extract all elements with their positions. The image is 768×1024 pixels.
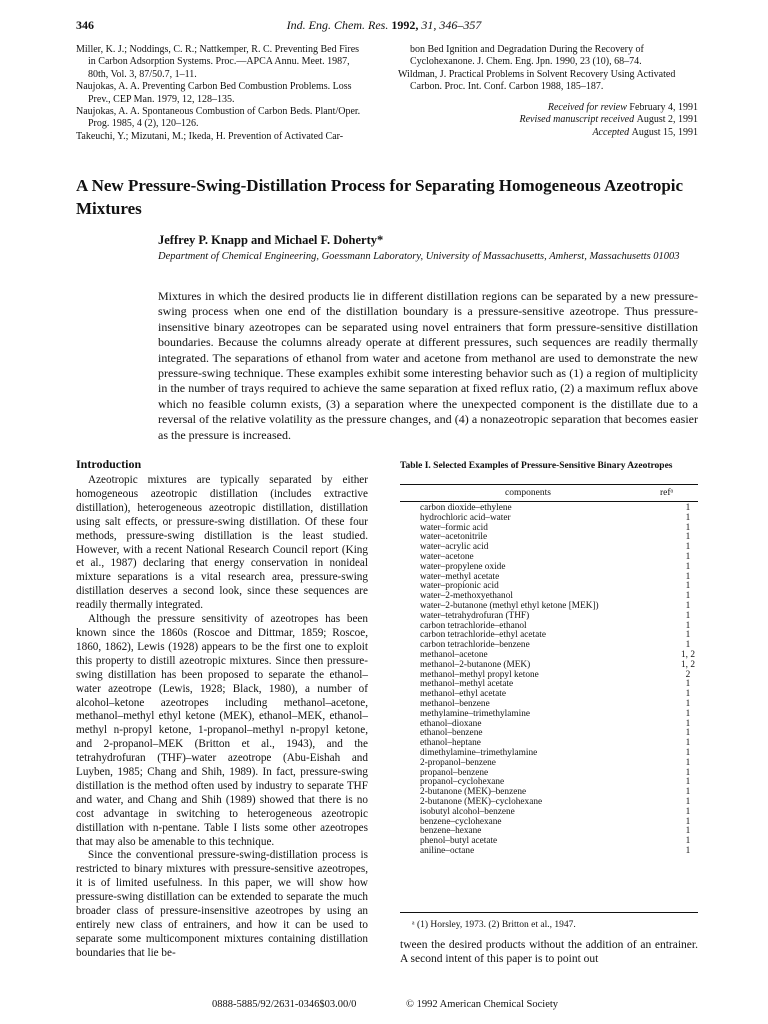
table-cell-ref: 1 bbox=[685, 689, 691, 700]
table-cell-ref: 1 bbox=[685, 836, 691, 847]
revised-date: August 2, 1991 bbox=[636, 114, 698, 126]
table-caption: Table I. Selected Examples of Pressure-Sensitive Binary Azeotropes bbox=[400, 461, 673, 471]
table-header-components: components bbox=[505, 488, 551, 498]
received-dates bbox=[398, 102, 698, 139]
table-cell-components: methanol–methyl acetate bbox=[420, 679, 514, 690]
table-cell-ref: 1 bbox=[685, 747, 691, 758]
table-cell-ref: 1 bbox=[685, 708, 691, 719]
table-cell-ref: 1 bbox=[685, 571, 691, 582]
table-body bbox=[420, 504, 698, 857]
reference-entry: Naujokas, A. A. Preventing Carbon Bed Combustion Problems. Loss Prev., CEP Man. 1979, 12, 128–135. bbox=[76, 81, 352, 105]
table-cell-components: water–propylene oxide bbox=[420, 561, 506, 572]
table-cell-ref: 1 bbox=[685, 718, 691, 729]
table-cell-components: water–formic acid bbox=[420, 522, 488, 533]
article-title: A New Pressure-Swing-Distillation Process for Separating Homogeneous Azeotropic Mixtures bbox=[76, 176, 684, 218]
body-paragraph: Since the conventional pressure-swing-distillation process is restricted to binary mixtures with pressure-sensitive azeotropes, it is of limited usefulness. In this paper, we will show how pressure-swing distillation can be extended to separate the much broader class of pressure-insensitive azeotropes by using an entirely new class of entrainers, and how it can be used to separate some multicomponent mixtures containing distillation boundaries that lie be- bbox=[76, 849, 368, 959]
copyright-notice: © 1992 American Chemical Society bbox=[406, 999, 559, 1010]
table-cell-components: methanol–methyl propyl ketone bbox=[420, 669, 539, 680]
table-cell-components: dimethylamine–trimethylamine bbox=[420, 747, 538, 758]
article-authors: Jeffrey P. Knapp and Michael F. Doherty* bbox=[158, 233, 384, 247]
table-cell-components: water–acetone bbox=[420, 551, 474, 562]
table-cell-components: water–acrylic acid bbox=[420, 542, 489, 553]
table-cell-ref: 1 bbox=[685, 679, 691, 690]
references-left bbox=[76, 44, 368, 143]
table-cell-components: benzene–cyclohexane bbox=[420, 816, 502, 827]
author-affiliation: Department of Chemical Engineering, Goessmann Laboratory, University of Massachusetts, Amherst, Massachusetts 01003 bbox=[158, 251, 680, 262]
introduction-body bbox=[76, 474, 368, 961]
table-cell-components: carbon tetrachloride–benzene bbox=[420, 640, 530, 651]
right-column-body: tween the desired products without the addition of an entrainer. A second intent of this paper is to point out bbox=[400, 939, 698, 965]
table-cell-ref: 1, 2 bbox=[681, 649, 695, 660]
table-cell-components: ethanol–heptane bbox=[420, 738, 481, 749]
table-cell-ref: 1 bbox=[685, 620, 691, 631]
table-cell-ref: 1 bbox=[685, 542, 691, 553]
table-cell-components: carbon tetrachloride–ethyl acetate bbox=[420, 630, 546, 641]
abstract: Mixtures in which the desired products lie in different distillation regions can be separated by a new pressure-swing process when one end of the distillation boundary is a pressure-sensitive azeotrope. Thus pressure-insensitive binary azeotropes can be separated using novel entrainers that form pressure-sensitive distillation boundaries. Because the columns already operate at different pressures, such sequences are readily thermally integrated. The separations of ethanol from water and acetone from methanol are used to demonstrate the new pressure-swing technique. These examples exhibit some interesting behavior such as (1) a region of multiplicity in the number of trays required to achieve the same separation at fixed reflux ratio, (2) a maximum reflux above which no feasible column exists, (3) a separation where the unexpected component is the distillate due to a reversal of the relative volatility as the pressure changes, and (4) a nonazeotropic separation that becomes easier as the pressure is increased. bbox=[158, 289, 698, 442]
table-cell-components: propanol–cyclohexane bbox=[420, 777, 505, 788]
table-cell-components: water–methyl acetate bbox=[420, 571, 500, 582]
accepted-line bbox=[398, 127, 698, 139]
table-cell-components: water–acetonitrile bbox=[420, 532, 488, 543]
table-cell-ref: 1 bbox=[685, 806, 691, 817]
table-footnote: ᵃ (1) Horsley, 1973. (2) Britton et al., 1947. bbox=[412, 920, 576, 930]
table-cell-components: water–tetrahydrofuran (THF) bbox=[420, 610, 530, 621]
table-cell-ref: 1 bbox=[685, 787, 691, 798]
table-cell-ref: 1 bbox=[685, 640, 691, 651]
revised-line bbox=[398, 114, 698, 126]
table-cell-components: aniline–octane bbox=[420, 845, 475, 856]
reference-entry: bon Bed Ignition and Degradation During the Recovery of Cyclohexanone. J. Chem. Eng. Jpn. 1990, 23 (10), 68–74. bbox=[410, 44, 644, 68]
table-cell-ref: 1 bbox=[685, 630, 691, 641]
journal-year: 1992, bbox=[391, 18, 419, 32]
table-cell-ref: 1, 2 bbox=[681, 659, 695, 670]
table-cell-ref: 1 bbox=[685, 600, 691, 611]
table-cell-components: hydrochloric acid–water bbox=[420, 512, 511, 523]
table-cell-components: isobutyl alcohol–benzene bbox=[420, 806, 515, 817]
section-heading-introduction: Introduction bbox=[76, 457, 142, 471]
reference-entry: Miller, K. J.; Noddings, C. R.; Nattkemper, R. C. Preventing Bed Fires in Carbon Adsorption Systems. Proc.—APCA Annu. Meet. 1987, 80th, Vol. 3, 87/50.7, 1–11. bbox=[76, 44, 360, 80]
table-cell-components: 2-butanone (MEK)–cyclohexane bbox=[420, 796, 543, 807]
table-cell-ref: 1 bbox=[685, 503, 691, 513]
table-cell-components: methanol–ethyl acetate bbox=[420, 689, 506, 700]
table-cell-components: 2-butanone (MEK)–benzene bbox=[420, 787, 527, 798]
table-cell-components: methanol–acetone bbox=[420, 649, 488, 660]
table-cell-components: 2-propanol–benzene bbox=[420, 757, 496, 768]
table-cell-components: propanol–benzene bbox=[420, 767, 489, 778]
table-cell-ref: 1 bbox=[685, 826, 691, 837]
received-line bbox=[398, 102, 698, 114]
table-cell-ref: 1 bbox=[685, 561, 691, 572]
table-cell-ref: 1 bbox=[685, 512, 691, 523]
table-cell-components: water–2-butanone (methyl ethyl ketone [MEK]) bbox=[420, 600, 599, 611]
table-cell-ref: 1 bbox=[685, 738, 691, 749]
table-cell-ref: 1 bbox=[685, 551, 691, 562]
table-cell-components: methylamine–trimethylamine bbox=[420, 708, 530, 719]
page-number: 346 bbox=[76, 18, 94, 32]
table-cell-ref: 1 bbox=[685, 532, 691, 543]
accepted-date: August 15, 1991 bbox=[631, 126, 698, 138]
table-header-ref: refᵃ bbox=[660, 488, 674, 498]
table-cell-components: phenol–butyl acetate bbox=[420, 836, 498, 847]
table-cell-ref: 1 bbox=[685, 757, 691, 768]
references-right bbox=[398, 44, 698, 94]
reference-entry: Wildman, J. Practical Problems in Solvent Recovery Using Activated Carbon. Proc. Int. Conf. Carbon 1988, 185–187. bbox=[398, 68, 676, 93]
table-cell-components: water–propionic acid bbox=[420, 581, 499, 592]
table-cell-ref: 1 bbox=[685, 581, 691, 592]
accepted-label: Accepted bbox=[592, 126, 630, 138]
table-cell-ref: 1 bbox=[685, 728, 691, 739]
body-paragraph: Azeotropic mixtures are typically separated by either homogeneous azeotropic distillation (includes extractive distillation), heterogeneous azeotropic distillation, distillation using salt effects, or pressure-swing distillation. Of these four methods, pressure-swing distillation is the least studied. However, with a recent National Research Council report (King et al., 1987) declaring that energy conservation in nonideal mixture separations is a vital research area, pressure-swing distillation deserves a second look, since these sequences are readily thermally integrated. bbox=[76, 474, 368, 612]
table-cell-components: methanol–benzene bbox=[420, 698, 490, 709]
reference-entry: Naujokas, A. A. Spontaneous Combustion of Carbon Beds. Plant/Oper. Prog. 1985, 4 (2), 120–126. bbox=[76, 106, 361, 130]
table-cell-components: carbon tetrachloride–ethanol bbox=[420, 620, 527, 631]
table-cell-ref: 1 bbox=[685, 698, 691, 709]
table-header-rule bbox=[400, 501, 698, 502]
table-cell-ref: 1 bbox=[685, 767, 691, 778]
journal-header bbox=[0, 18, 768, 33]
received-label: Received for review bbox=[547, 102, 627, 113]
table-cell-components: benzene–hexane bbox=[420, 826, 482, 837]
table-top-rule bbox=[400, 484, 698, 485]
table-cell-ref: 1 bbox=[685, 845, 691, 856]
journal-volume-pages: 31, 346–357 bbox=[421, 18, 482, 32]
received-date: February 4, 1991 bbox=[629, 102, 698, 113]
table-cell-components: ethanol–benzene bbox=[420, 728, 483, 739]
table-cell-ref: 1 bbox=[685, 816, 691, 827]
table-cell-components: methanol–2-butanone (MEK) bbox=[420, 659, 531, 670]
journal-name: Ind. Eng. Chem. Res. bbox=[286, 18, 389, 32]
table-cell-ref: 1 bbox=[685, 591, 691, 602]
revised-label: Revised manuscript received bbox=[519, 114, 635, 126]
table-cell-ref: 1 bbox=[685, 777, 691, 788]
table-cell-ref: 1 bbox=[685, 522, 691, 533]
table-cell-components: carbon dioxide–ethylene bbox=[420, 503, 512, 513]
table-cell-ref: 1 bbox=[685, 610, 691, 621]
body-paragraph: Although the pressure sensitivity of azeotropes has been known since the 1860s (Roscoe and Dittmar, 1859; Roscoe, 1860, 1862), Lewis (1928) appears to be the first one to exploit this property to distill azeotropic mixtures. Since then pressure-swing distillation has been proposed to separate the ethanol–water azeotrope (Lewis, 1928; Black, 1980), a number of alcohol–ketone azeotropes including methanol–acetone, methanol–methyl ethyl ketone (MEK), ethanol–MEK, ethanol–methyl n-propyl ketone, 1-propanol–methyl n-propyl ketone, and 2-propanol–MEK (Britton et al., 1943), and the tetrahydrofuran (THF)–water azeotrope (Abu-Eishah and Luyben, 1985; Chang and Shih, 1989). In fact, pressure-swing distillation is the method often used by industry to separate THF and water, and Chang and Shih (1989) showed that there is no cost advantage in switching to heterogeneous azeotropic distillation with n-pentane. Table I lists some other azeotropes that may also be amenable to this technique. bbox=[76, 613, 368, 848]
table-bottom-rule bbox=[400, 912, 698, 913]
reference-entry: Takeuchi, Y.; Mizutani, M.; Ikeda, H. Prevention of Activated Car- bbox=[76, 130, 344, 142]
table-row bbox=[420, 847, 698, 857]
table-cell-components: ethanol–dioxane bbox=[420, 718, 482, 729]
article-identifier: 0888-5885/92/2631-0346$03.00/0 bbox=[212, 999, 357, 1010]
table-cell-ref: 1 bbox=[685, 796, 691, 807]
table-cell-components: water–2-methoxyethanol bbox=[420, 591, 513, 602]
table-cell-ref: 2 bbox=[685, 669, 691, 680]
